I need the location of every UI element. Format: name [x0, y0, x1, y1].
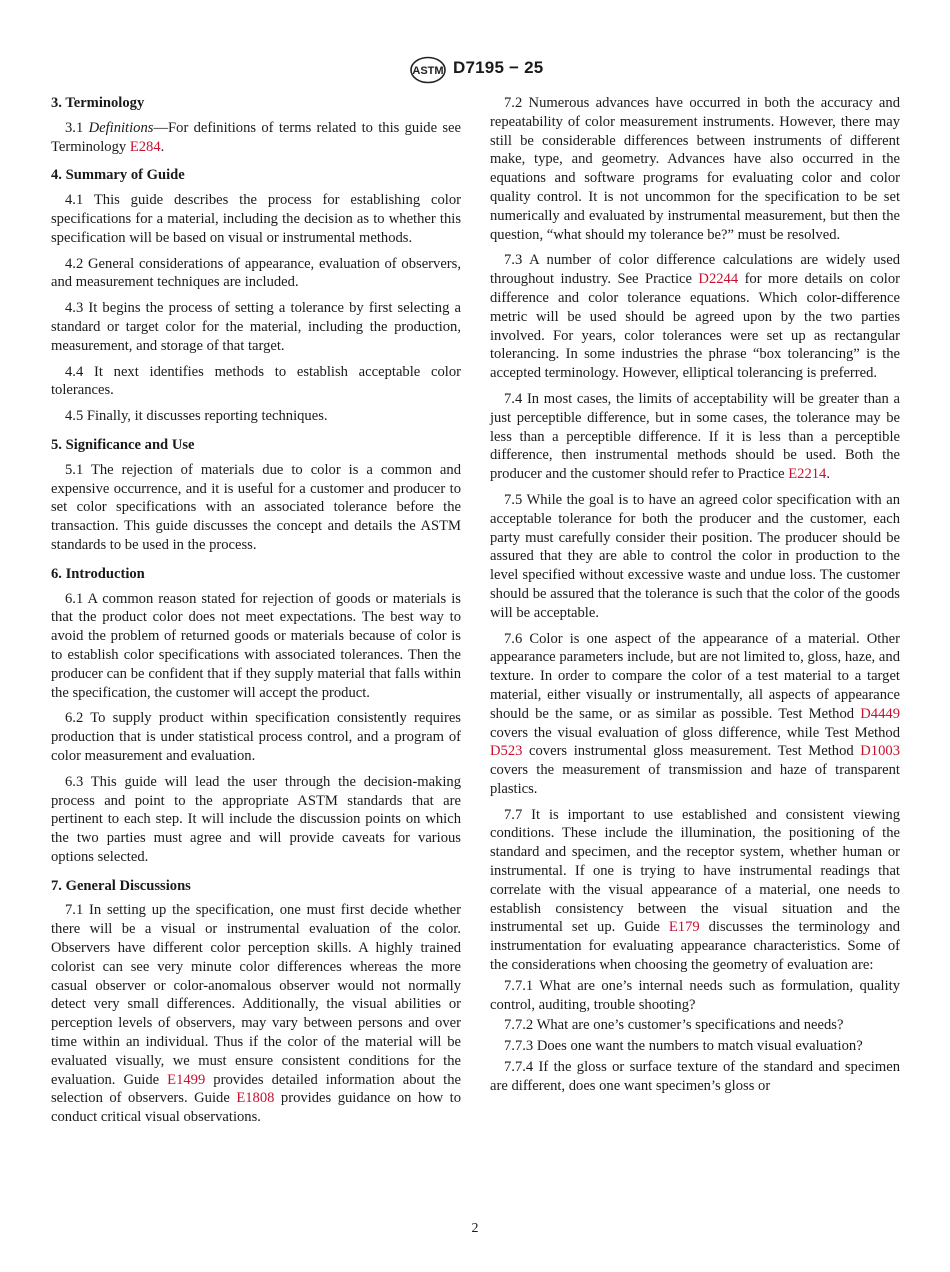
- para-7-7-4: 7.7.4 If the gloss or surface texture of the standard and specimen are different, does one want specimen’s gloss or: [490, 1059, 900, 1094]
- page-number: 2: [471, 1221, 479, 1236]
- para-7-6: 7.6 Color is one aspect of the appearance of a material. Other appearance parameters include, but are not limited to, gloss, haze, and texture. In order to compare the color of a test material to a target material, either visually or instrumentally, all aspects of appearance should be the same, or as similar as possible. Test Method D4449 covers the visual evaluation of gloss difference, while Test Method D523 covers instrumental gloss measurement. Test Method D1003 covers the measurement of transmission and haze of transparent plastics.: [490, 630, 900, 797]
- left-column: [51, 94, 461, 1134]
- ref-e1808-link[interactable]: E1808: [236, 1090, 275, 1107]
- ref-d1003-link[interactable]: D1003: [860, 743, 900, 760]
- page-header: [0, 56, 950, 86]
- para-4-4: 4.4 It next identifies methods to establish acceptable color tolerances.: [51, 363, 461, 399]
- para-7-2: 7.2 Numerous advances have occurred in both the accuracy and repeatability of color measurement instruments. However, there may still be considerable differences between instruments of different make, type, and geometry. Advances have also occurred in the equations and software programs for evaluating color and color quality control. It is not uncommon for the specification to be set numerically and evaluated by instrumental measurement, but then the question, “what should my tolerance be?” must be resolved.: [490, 95, 900, 243]
- section-4-heading: 4. Summary of Guide: [51, 167, 185, 184]
- right-column: [490, 94, 900, 1098]
- para-3-1: 3.1 Definitions—For definitions of terms related to this guide see Terminology E284.: [51, 119, 462, 155]
- ref-e284-link[interactable]: E284: [129, 138, 161, 155]
- section-6-heading: 6. Introduction: [51, 565, 145, 582]
- para-6-3: 6.3 This guide will lead the user through the decision-making process and point to the appropriate ASTM standards that are pertinent to each step. It will include the discussion points on which the two parties must agree and will provide caveats for various options selected.: [51, 773, 461, 865]
- document-designation: D7195 − 25: [453, 58, 544, 77]
- para-7-5: 7.5 While the goal is to have an agreed color specification with an acceptable tolerance for both the producer and the customer, each party must carefully consider their position. The producer should be assured that they are able to control the color in production to the level specified without excessive waste and undue loss. The customer should be assured that the tolerance is such that the color of the goods will be acceptable.: [490, 491, 900, 621]
- para-6-2: 6.2 To supply product within specification consistently requires production that is under statistical process control, and a program of color measurement and evaluation.: [51, 710, 461, 764]
- para-7-7-3: 7.7.3 Does one want the numbers to match visual evaluation?: [504, 1038, 863, 1055]
- para-7-7-2: 7.7.2 What are one’s customer’s specifications and needs?: [504, 1017, 844, 1034]
- para-6-1: 6.1 A common reason stated for rejection of goods or materials is that the product color does not meet expectations. The best way to avoid the problem of returned goods or materials because of color is to establish color specifications with associated tolerances. Then the producer can be confident that if they supply material that falls within the specification, the customer will accept the product.: [51, 590, 461, 701]
- para-7-7: 7.7 It is important to use established and consistent viewing conditions. These include the illumination, the positioning of the standard and specimen, and the receptor system, whether human or instrumental. If one is trying to have instrumental readings that correlate with the visual appearance of a material, one needs to establish consistency between the visual situation and the instrumental set up. Guide E179 discusses the terminology and instrumentation for evaluating appearance characteristics. Some of the considerations when choosing the geometry of evaluation are:: [490, 806, 901, 974]
- ref-e1499-link[interactable]: E1499: [167, 1071, 206, 1088]
- ref-d2244-link[interactable]: D2244: [698, 271, 739, 288]
- ref-e2214-link[interactable]: E2214: [788, 466, 827, 483]
- para-4-3: 4.3 It begins the process of setting a tolerance by first selecting a standard or target color for the material, including the production, measurement, and storage of that target.: [51, 300, 461, 354]
- para-4-1: 4.1 This guide describes the process for establishing color specifications for a material, including the decision as to whether this specification will be based on visual or instrumental methods.: [51, 192, 461, 246]
- logo-text: ASTM: [412, 65, 444, 77]
- ref-e179-link[interactable]: E179: [668, 919, 700, 936]
- para-7-4: 7.4 In most cases, the limits of acceptability will be greater than a just perceptible difference, but in some cases, the tolerance may be less than a perceptible difference. If it is less than a perceptible difference, then instrumental methods should be used. Both the producer and the customer should refer to Practice E2214.: [490, 390, 900, 483]
- para-4-2: 4.2 General considerations of appearance, evaluation of observers, and measurement techniques are included.: [51, 255, 461, 291]
- para-7-3: 7.3 A number of color difference calculations are widely used throughout industry. See Practice D2244 for more details on color difference and color tolerance equations. Which color-difference metric will be used should be agreed upon by the two parties involved. For years, color tolerances were set up as rectangular tolerancing. In some industries the phrase “box tolerancing” is the accepted terminology. However, elliptical tolerancing is preferred.: [490, 252, 901, 382]
- para-7-1: 7.1 In setting up the specification, one must first decide whether there will be a visual or instrumental evaluation of the color. Observers have different color perception skills. A highly trained colorist can see very minute color differences whereas the more casual observer or color-anomalous observer would not normally detect very small differences. Additionally, the visual abilities or perception levels of observers, may vary between persons and over time within an individual. Thus if the color of the material will be evaluated visually, we must ensure consistent conditions for the evaluation. Guide E1499 provides detailed information about the selection of observers. Guide E1808 provides guidance on how to conduct critical visual observations.: [51, 902, 461, 1126]
- astm-logo-icon: [408, 56, 448, 84]
- ref-d4449-link[interactable]: D4449: [860, 705, 900, 722]
- para-5-1: 5.1 The rejection of materials due to color is a common and expensive occurrence, and it is useful for a customer and producer to set color specifications with an associated tolerance before the transaction. This guide discusses the concept and details the ASTM standards to be used in the process.: [51, 461, 461, 553]
- ref-d523-link[interactable]: D523: [490, 743, 523, 760]
- section-7-heading: 7. General Discussions: [51, 877, 191, 894]
- section-5-heading: 5. Significance and Use: [51, 436, 195, 453]
- para-7-7-1: 7.7.1 What are one’s internal needs such as formulation, quality control, auditing, trouble shooting?: [490, 977, 900, 1013]
- para-4-5: 4.5 Finally, it discusses reporting techniques.: [65, 408, 328, 425]
- section-3-heading: 3. Terminology: [51, 95, 145, 111]
